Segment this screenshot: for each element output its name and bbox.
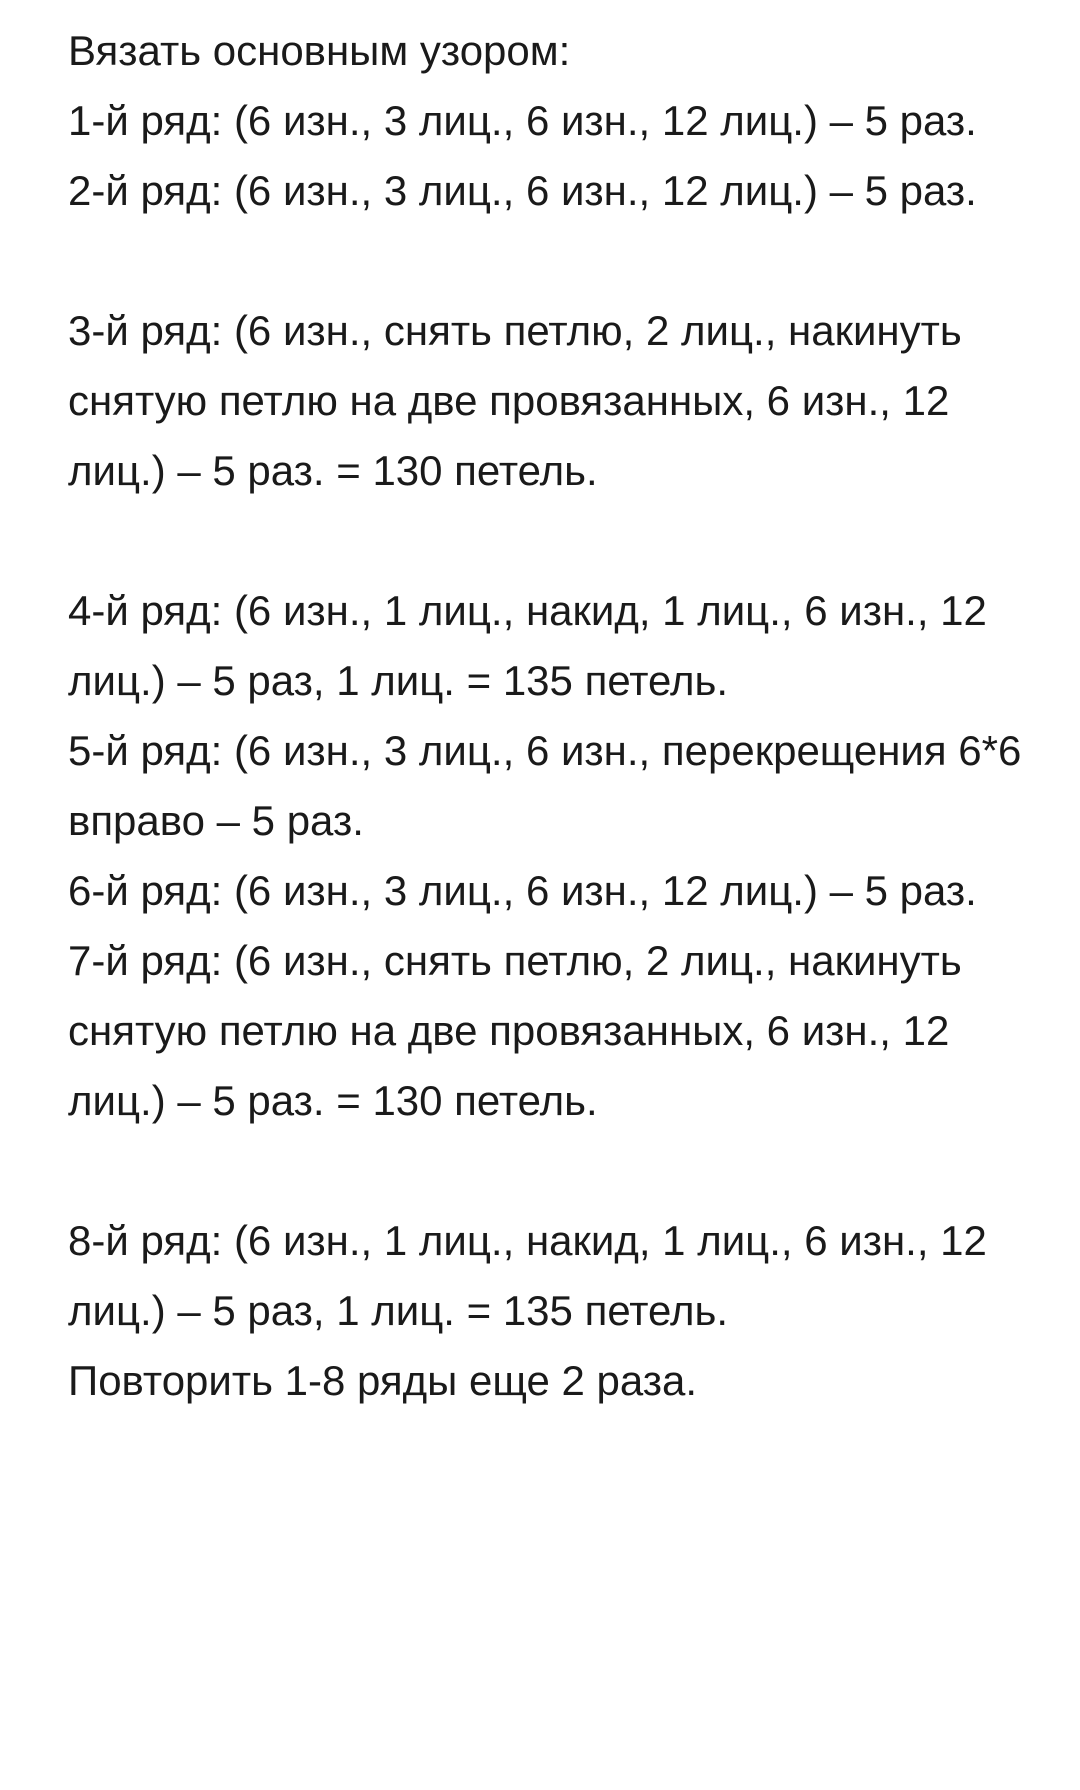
row-7-text: 7-й ряд: (6 изн., снять петлю, 2 лиц., накинуть снятую петлю на две провязанных, 6 изн., 12 лиц.) – 5 раз. = 130 петель. (68, 937, 962, 1124)
row-2-text: 2-й ряд: (6 изн., 3 лиц., 6 изн., 12 лиц.) – 5 раз. (68, 167, 977, 214)
row-8-text: 8-й ряд: (6 изн., 1 лиц., накид, 1 лиц., 6 изн., 12 лиц.) – 5 раз, 1 лиц. = 135 петель. (68, 1217, 987, 1334)
paragraph-gap (68, 1136, 1028, 1206)
intro-text: Вязать основным узором: (68, 27, 571, 74)
knitting-instructions (68, 16, 1028, 1416)
outro-text: Повторить 1-8 ряды еще 2 раза. (68, 1357, 698, 1404)
row-1-text: 1-й ряд: (6 изн., 3 лиц., 6 изн., 12 лиц.) – 5 раз. (68, 97, 977, 144)
paragraph-gap (68, 506, 1028, 576)
paragraph-gap (68, 226, 1028, 296)
row-3-text: 3-й ряд: (6 изн., снять петлю, 2 лиц., накинуть снятую петлю на две провязанных, 6 изн., 12 лиц.) – 5 раз. = 130 петель. (68, 307, 962, 494)
row-6-text: 6-й ряд: (6 изн., 3 лиц., 6 изн., 12 лиц.) – 5 раз. (68, 867, 977, 914)
row-5-text: 5-й ряд: (6 изн., 3 лиц., 6 изн., перекрещения 6*6 вправо – 5 раз. (68, 727, 1022, 844)
row-4-text: 4-й ряд: (6 изн., 1 лиц., накид, 1 лиц., 6 изн., 12 лиц.) – 5 раз, 1 лиц. = 135 петель. (68, 587, 987, 704)
